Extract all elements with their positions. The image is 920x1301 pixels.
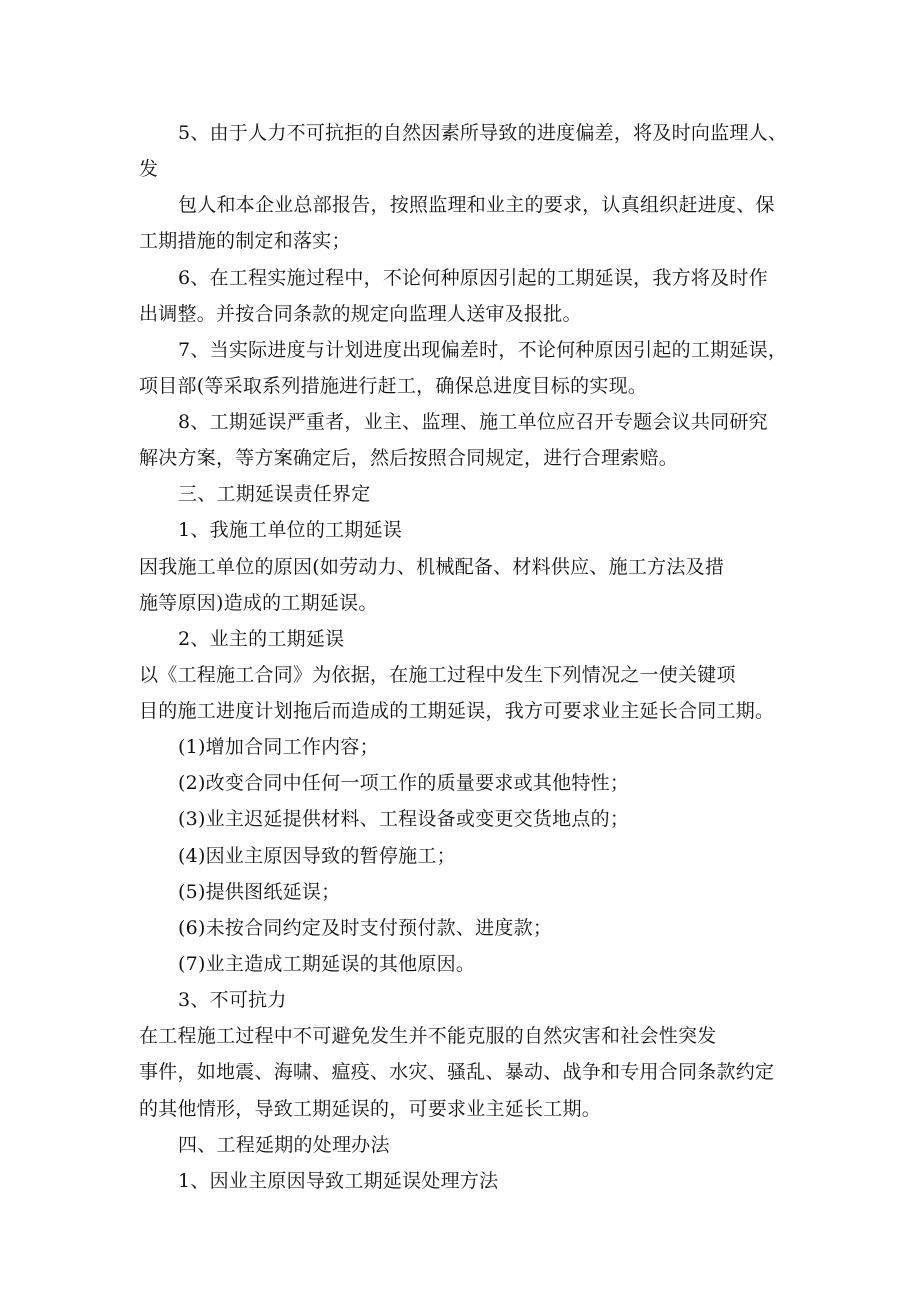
subsection-4-1-heading: 1、因业主原因导致工期延误处理方法 bbox=[178, 1170, 499, 1192]
paragraph-5-line-3: 包人和本企业总部报告，按照监理和业主的要求，认真组织赶进度、保 bbox=[178, 194, 775, 216]
section-3-heading: 三、工期延误责任界定 bbox=[178, 483, 371, 505]
paragraph-8-line-1: 8、工期延误严重者，业主、监理、施工单位应召开专题会议共同研究 bbox=[178, 411, 768, 433]
subsection-3-3-line-1: 在工程施工过程中不可避免发生并不能克服的自然灾害和社会性突发 bbox=[139, 1025, 717, 1047]
paragraph-5-line-2: 发 bbox=[139, 158, 159, 180]
subsection-3-1-line-2: 施等原因)造成的工期延误。 bbox=[139, 592, 378, 614]
subsection-3-3-line-3: 的其他情形，导致工期延误的，可要求业主延长工期。 bbox=[139, 1098, 602, 1120]
paragraph-5-line-1: 5、由于人力不可抗拒的自然因素所导致的进度偏差，将及时向监理人、 bbox=[178, 122, 788, 144]
list-item-7: (7)业主造成工期延误的其他原因。 bbox=[178, 953, 476, 975]
paragraph-6-line-2: 出调整。并按合同条款的规定向监理人送审及报批。 bbox=[139, 303, 582, 325]
list-item-3: (3)业主迟延提供材料、工程设备或变更交货地点的； bbox=[178, 808, 630, 830]
paragraph-7-line-1: 7、当实际进度与计划进度出现偏差时，不论何种原因引起的工期延误， bbox=[178, 339, 788, 361]
subsection-3-3-heading: 3、不可抗力 bbox=[178, 989, 287, 1011]
paragraph-7-line-2: 项目部(等采取系列措施进行赶工，确保总进度目标的实现。 bbox=[139, 375, 648, 397]
list-item-1: (1)增加合同工作内容； bbox=[178, 736, 379, 758]
paragraph-6-line-1: 6、在工程实施过程中，不论何种原因引起的工期延误，我方将及时作 bbox=[178, 267, 768, 289]
subsection-3-1-heading: 1、我施工单位的工期延误 bbox=[178, 519, 403, 541]
subsection-3-2-heading: 2、业主的工期延误 bbox=[178, 628, 345, 650]
list-item-6: (6)未按合同约定及时支付预付款、进度款； bbox=[178, 917, 553, 939]
list-item-2: (2)改变合同中任何一项工作的质量要求或其他特性； bbox=[178, 772, 630, 794]
subsection-3-2-line-2: 目的施工进度计划拖后而造成的工期延误，我方可要求业主延长合同工期。 bbox=[139, 700, 775, 722]
list-item-5: (5)提供图纸延误； bbox=[178, 881, 341, 903]
paragraph-8-line-2: 解决方案，等方案确定后，然后按照合同规定，进行合理索赔。 bbox=[139, 447, 679, 469]
subsection-3-3-line-2: 事件，如地震、海啸、瘟疫、水灾、骚乱、暴动、战争和专用合同条款约定 bbox=[139, 1061, 775, 1083]
subsection-3-1-line-1: 因我施工单位的原因(如劳动力、机械配备、材料供应、施工方法及措 bbox=[139, 556, 725, 578]
paragraph-5-line-4: 工期措施的制定和落实； bbox=[139, 230, 351, 252]
list-item-4: (4)因业主原因导致的暂停施工； bbox=[178, 845, 456, 867]
section-4-heading: 四、工程延期的处理办法 bbox=[178, 1134, 390, 1156]
subsection-3-2-line-1: 以《工程施工合同》为依据，在施工过程中发生下列情况之一使关键项 bbox=[139, 664, 736, 686]
